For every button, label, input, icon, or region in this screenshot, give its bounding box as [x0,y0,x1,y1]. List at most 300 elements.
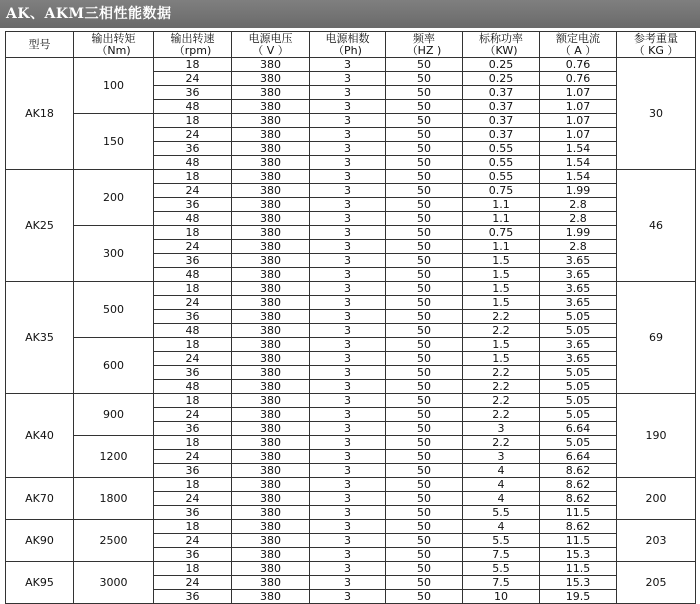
current-cell: 1.07 [540,86,617,100]
voltage-cell: 380 [232,534,310,548]
current-cell: 11.5 [540,562,617,576]
current-cell: 6.64 [540,450,617,464]
model-cell: AK40 [6,394,74,478]
header-line: 标称功率 [479,31,523,45]
power-cell: 4 [463,478,540,492]
power-cell: 1.5 [463,296,540,310]
current-cell: 8.62 [540,464,617,478]
phase-cell: 3 [310,534,386,548]
model-cell: AK25 [6,170,74,282]
frequency-cell: 50 [386,114,463,128]
current-cell: 3.65 [540,338,617,352]
phase-cell: 3 [310,282,386,296]
header-phase [310,32,386,58]
speed-cell: 48 [154,380,232,394]
power-cell: 4 [463,520,540,534]
frequency-cell: 50 [386,128,463,142]
phase-cell: 3 [310,156,386,170]
speed-cell: 24 [154,352,232,366]
page-title: AK、AKM三相性能数据 [0,0,700,28]
frequency-cell: 50 [386,156,463,170]
speed-cell: 48 [154,212,232,226]
power-cell: 1.1 [463,212,540,226]
current-cell: 3.65 [540,352,617,366]
frequency-cell: 50 [386,436,463,450]
header-unit: （Nm) [96,43,131,57]
voltage-cell: 380 [232,156,310,170]
speed-cell: 48 [154,268,232,282]
torque-cell: 1200 [74,436,154,478]
voltage-cell: 380 [232,72,310,86]
frequency-cell: 50 [386,226,463,240]
speed-cell: 24 [154,534,232,548]
speed-cell: 48 [154,100,232,114]
model-cell: AK35 [6,282,74,394]
phase-cell: 3 [310,296,386,310]
voltage-cell: 380 [232,408,310,422]
voltage-cell: 380 [232,282,310,296]
speed-cell: 24 [154,184,232,198]
speed-cell: 18 [154,520,232,534]
power-cell: 1.5 [463,338,540,352]
power-cell: 2.2 [463,324,540,338]
current-cell: 5.05 [540,324,617,338]
header-line: 电源电压 [248,31,293,45]
voltage-cell: 380 [232,338,310,352]
header-line: 额定电流 [556,31,600,45]
power-cell: 1.5 [463,254,540,268]
table-row [6,58,696,72]
phase-cell: 3 [310,310,386,324]
speed-cell: 24 [154,576,232,590]
power-cell: 0.37 [463,86,540,100]
weight-cell: 200 [617,478,696,520]
table-row [6,114,696,128]
model-cell: AK18 [6,58,74,170]
current-cell: 3.65 [540,296,617,310]
phase-cell: 3 [310,380,386,394]
phase-cell: 3 [310,240,386,254]
power-cell: 1.1 [463,198,540,212]
phase-cell: 3 [310,548,386,562]
power-cell: 1.5 [463,268,540,282]
frequency-cell: 50 [386,478,463,492]
power-cell: 7.5 [463,548,540,562]
phase-cell: 3 [310,184,386,198]
phase-cell: 3 [310,366,386,380]
speed-cell: 18 [154,114,232,128]
voltage-cell: 380 [232,548,310,562]
power-cell: 1.1 [463,240,540,254]
table-row [6,338,696,352]
header-line: 参考重量 [634,31,678,45]
frequency-cell: 50 [386,170,463,184]
voltage-cell: 380 [232,226,310,240]
phase-cell: 3 [310,72,386,86]
speed-cell: 36 [154,506,232,520]
speed-cell: 36 [154,366,232,380]
frequency-cell: 50 [386,380,463,394]
frequency-cell: 50 [386,422,463,436]
torque-cell: 300 [74,226,154,282]
frequency-cell: 50 [386,310,463,324]
table-row [6,170,696,184]
frequency-cell: 50 [386,324,463,338]
frequency-cell: 50 [386,240,463,254]
frequency-cell: 50 [386,394,463,408]
current-cell: 2.8 [540,212,617,226]
power-cell: 1.5 [463,352,540,366]
current-cell: 11.5 [540,506,617,520]
phase-cell: 3 [310,268,386,282]
phase-cell: 3 [310,478,386,492]
speed-cell: 36 [154,142,232,156]
speed-cell: 18 [154,282,232,296]
current-cell: 1.99 [540,184,617,198]
current-cell: 15.3 [540,576,617,590]
table-row [6,394,696,408]
speed-cell: 24 [154,72,232,86]
torque-cell: 2500 [74,520,154,562]
voltage-cell: 380 [232,478,310,492]
power-cell: 0.25 [463,72,540,86]
frequency-cell: 50 [386,212,463,226]
speed-cell: 36 [154,310,232,324]
table-row [6,226,696,240]
voltage-cell: 380 [232,394,310,408]
current-cell: 3.65 [540,268,617,282]
weight-cell: 205 [617,562,696,604]
power-cell: 2.2 [463,366,540,380]
header-unit: （ V ） [252,43,289,57]
power-cell: 0.75 [463,184,540,198]
frequency-cell: 50 [386,366,463,380]
speed-cell: 36 [154,590,232,604]
phase-cell: 3 [310,520,386,534]
torque-cell: 3000 [74,562,154,604]
torque-cell: 1800 [74,478,154,520]
speed-cell: 18 [154,436,232,450]
frequency-cell: 50 [386,590,463,604]
current-cell: 1.54 [540,170,617,184]
voltage-cell: 380 [232,366,310,380]
power-cell: 7.5 [463,576,540,590]
phase-cell: 3 [310,492,386,506]
current-cell: 11.5 [540,534,617,548]
frequency-cell: 50 [386,142,463,156]
model-cell: AK70 [6,478,74,520]
frequency-cell: 50 [386,100,463,114]
frequency-cell: 50 [386,464,463,478]
frequency-cell: 50 [386,576,463,590]
current-cell: 15.3 [540,548,617,562]
voltage-cell: 380 [232,254,310,268]
power-cell: 3 [463,422,540,436]
current-cell: 8.62 [540,492,617,506]
phase-cell: 3 [310,128,386,142]
voltage-cell: 380 [232,198,310,212]
power-cell: 0.37 [463,114,540,128]
current-cell: 1.54 [540,142,617,156]
power-cell: 2.2 [463,380,540,394]
current-cell: 3.65 [540,282,617,296]
header-weight [617,32,696,58]
header-frequency [386,32,463,58]
header-unit: （Ph) [333,43,362,57]
current-cell: 2.8 [540,198,617,212]
voltage-cell: 380 [232,310,310,324]
table-header [6,32,696,58]
power-cell: 10 [463,590,540,604]
frequency-cell: 50 [386,506,463,520]
phase-cell: 3 [310,562,386,576]
speed-cell: 36 [154,422,232,436]
voltage-cell: 380 [232,212,310,226]
frequency-cell: 50 [386,338,463,352]
torque-cell: 900 [74,394,154,436]
voltage-cell: 380 [232,128,310,142]
speed-cell: 18 [154,226,232,240]
header-line: 型号 [28,37,51,51]
voltage-cell: 380 [232,450,310,464]
frequency-cell: 50 [386,282,463,296]
current-cell: 1.07 [540,114,617,128]
current-cell: 0.76 [540,72,617,86]
voltage-cell: 380 [232,114,310,128]
header-line: 输出转速 [170,31,215,45]
frequency-cell: 50 [386,492,463,506]
phase-cell: 3 [310,464,386,478]
phase-cell: 3 [310,338,386,352]
performance-table [5,31,696,604]
header-power [463,32,540,58]
power-cell: 2.2 [463,394,540,408]
header-unit: （KW) [484,43,518,57]
current-cell: 3.65 [540,254,617,268]
voltage-cell: 380 [232,296,310,310]
phase-cell: 3 [310,590,386,604]
table-body [6,58,696,604]
phase-cell: 3 [310,58,386,72]
power-cell: 2.2 [463,436,540,450]
voltage-cell: 380 [232,100,310,114]
current-cell: 1.07 [540,100,617,114]
header-model [6,32,74,58]
voltage-cell: 380 [232,422,310,436]
voltage-cell: 380 [232,520,310,534]
weight-cell: 203 [617,520,696,562]
speed-cell: 36 [154,198,232,212]
current-cell: 6.64 [540,422,617,436]
power-cell: 0.55 [463,156,540,170]
power-cell: 4 [463,464,540,478]
power-cell: 0.55 [463,142,540,156]
phase-cell: 3 [310,576,386,590]
current-cell: 8.62 [540,520,617,534]
speed-cell: 36 [154,464,232,478]
speed-cell: 18 [154,394,232,408]
frequency-cell: 50 [386,534,463,548]
voltage-cell: 380 [232,492,310,506]
torque-cell: 500 [74,282,154,338]
speed-cell: 24 [154,450,232,464]
frequency-cell: 50 [386,408,463,422]
weight-cell: 46 [617,170,696,282]
power-cell: 3 [463,450,540,464]
header-unit: （ KG ） [633,43,679,57]
frequency-cell: 50 [386,450,463,464]
header-torque [74,32,154,58]
current-cell: 1.54 [540,156,617,170]
header-voltage [232,32,310,58]
table-row [6,520,696,534]
current-cell: 2.8 [540,240,617,254]
current-cell: 1.99 [540,226,617,240]
voltage-cell: 380 [232,590,310,604]
current-cell: 8.62 [540,478,617,492]
frequency-cell: 50 [386,254,463,268]
current-cell: 5.05 [540,436,617,450]
weight-cell: 30 [617,58,696,170]
header-line: 频率 [413,31,435,45]
frequency-cell: 50 [386,72,463,86]
current-cell: 0.76 [540,58,617,72]
weight-cell: 190 [617,394,696,478]
power-cell: 2.2 [463,408,540,422]
speed-cell: 36 [154,548,232,562]
speed-cell: 24 [154,240,232,254]
torque-cell: 600 [74,338,154,394]
speed-cell: 18 [154,478,232,492]
header-speed [154,32,232,58]
voltage-cell: 380 [232,352,310,366]
current-cell: 5.05 [540,380,617,394]
voltage-cell: 380 [232,142,310,156]
phase-cell: 3 [310,506,386,520]
phase-cell: 3 [310,226,386,240]
power-cell: 0.75 [463,226,540,240]
frequency-cell: 50 [386,58,463,72]
speed-cell: 24 [154,492,232,506]
voltage-cell: 380 [232,562,310,576]
voltage-cell: 380 [232,58,310,72]
phase-cell: 3 [310,352,386,366]
frequency-cell: 50 [386,296,463,310]
table-row [6,436,696,450]
phase-cell: 3 [310,408,386,422]
phase-cell: 3 [310,142,386,156]
power-cell: 5.5 [463,534,540,548]
voltage-cell: 380 [232,436,310,450]
power-cell: 5.5 [463,562,540,576]
voltage-cell: 380 [232,268,310,282]
voltage-cell: 380 [232,380,310,394]
speed-cell: 48 [154,156,232,170]
power-cell: 0.37 [463,128,540,142]
model-cell: AK90 [6,520,74,562]
frequency-cell: 50 [386,86,463,100]
phase-cell: 3 [310,170,386,184]
current-cell: 19.5 [540,590,617,604]
torque-cell: 200 [74,170,154,226]
speed-cell: 24 [154,128,232,142]
speed-cell: 24 [154,408,232,422]
phase-cell: 3 [310,436,386,450]
current-cell: 5.05 [540,310,617,324]
weight-cell: 69 [617,282,696,394]
power-cell: 2.2 [463,310,540,324]
header-unit: （ A ） [559,43,597,57]
voltage-cell: 380 [232,324,310,338]
current-cell: 5.05 [540,366,617,380]
header-line: 输出转矩 [91,31,136,45]
power-cell: 5.5 [463,506,540,520]
torque-cell: 150 [74,114,154,170]
phase-cell: 3 [310,450,386,464]
voltage-cell: 380 [232,576,310,590]
voltage-cell: 380 [232,184,310,198]
frequency-cell: 50 [386,184,463,198]
model-cell: AK95 [6,562,74,604]
frequency-cell: 50 [386,352,463,366]
power-cell: 0.55 [463,170,540,184]
header-unit: （HZ ) [406,43,442,57]
speed-cell: 36 [154,254,232,268]
speed-cell: 48 [154,324,232,338]
current-cell: 1.07 [540,128,617,142]
header-line: 电源相数 [325,31,370,45]
speed-cell: 18 [154,562,232,576]
power-cell: 1.5 [463,282,540,296]
table-row [6,478,696,492]
frequency-cell: 50 [386,268,463,282]
speed-cell: 36 [154,86,232,100]
speed-cell: 18 [154,338,232,352]
phase-cell: 3 [310,422,386,436]
voltage-cell: 380 [232,506,310,520]
speed-cell: 18 [154,58,232,72]
phase-cell: 3 [310,198,386,212]
phase-cell: 3 [310,394,386,408]
phase-cell: 3 [310,86,386,100]
power-cell: 0.37 [463,100,540,114]
phase-cell: 3 [310,100,386,114]
frequency-cell: 50 [386,198,463,212]
header-unit: （rpm) [173,43,212,57]
voltage-cell: 380 [232,86,310,100]
voltage-cell: 380 [232,170,310,184]
phase-cell: 3 [310,324,386,338]
frequency-cell: 50 [386,562,463,576]
table-row [6,562,696,576]
phase-cell: 3 [310,114,386,128]
power-cell: 0.25 [463,58,540,72]
current-cell: 5.05 [540,408,617,422]
power-cell: 4 [463,492,540,506]
speed-cell: 18 [154,170,232,184]
frequency-cell: 50 [386,548,463,562]
table-row [6,282,696,296]
current-cell: 5.05 [540,394,617,408]
phase-cell: 3 [310,254,386,268]
voltage-cell: 380 [232,464,310,478]
header-current [540,32,617,58]
speed-cell: 24 [154,296,232,310]
voltage-cell: 380 [232,240,310,254]
torque-cell: 100 [74,58,154,114]
phase-cell: 3 [310,212,386,226]
frequency-cell: 50 [386,520,463,534]
